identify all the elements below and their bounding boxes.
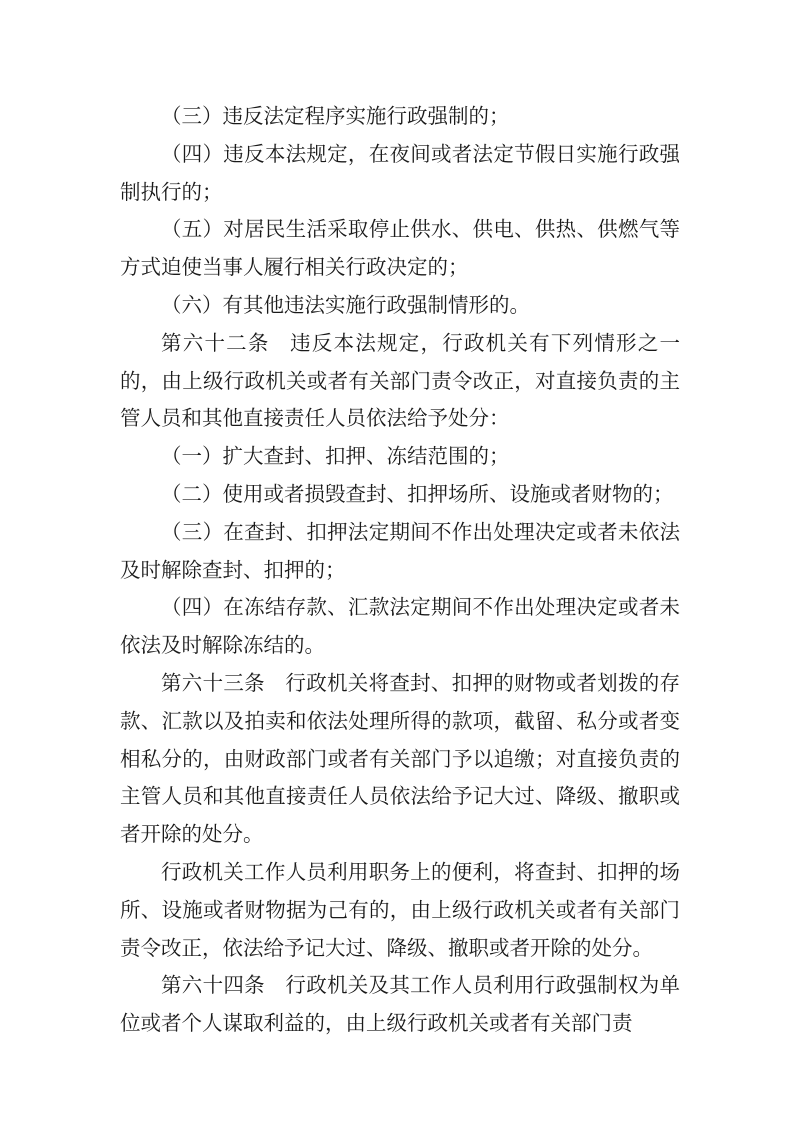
article-number: 第六十三条 xyxy=(161,670,265,695)
article-63-paragraph-2 xyxy=(120,854,680,967)
article-62 xyxy=(120,325,680,438)
article-text: 违反本法规定，行政机关有下列情形之一的，由上级行政机关或者有关部门责令改正，对直接负责的主管人员和其他直接责任人员依法给予处分： xyxy=(120,330,681,431)
paragraph-item-1 xyxy=(120,438,680,476)
paragraph-item-2 xyxy=(120,476,680,514)
paragraph-item-3 xyxy=(120,98,680,136)
article-63 xyxy=(120,665,680,854)
paragraph-text: （三）在查封、扣押法定期间不作出处理决定或者未依法及时解除查封、扣押的； xyxy=(120,519,680,582)
paragraph-text: （四）违反本法规定，在夜间或者法定节假日实施行政强制执行的； xyxy=(120,141,680,204)
paragraph-text: （六）有其他违法实施行政强制情形的。 xyxy=(161,292,530,317)
document-body xyxy=(120,98,680,1043)
paragraph-text: （三）违反法定程序实施行政强制的； xyxy=(161,104,510,128)
paragraph-text: （二）使用或者损毁查封、扣押场所、设施或者财物的； xyxy=(161,481,674,506)
article-text: 行政机关及其工作人员利用行政强制权为单位或者个人谋取利益的，由上级行政机关或者有关部门责 xyxy=(120,973,681,1036)
article-number: 第六十二条 xyxy=(161,330,270,355)
paragraph-item-5 xyxy=(120,211,680,287)
paragraph-item-4b xyxy=(120,589,680,665)
article-number: 第六十四条 xyxy=(161,973,265,998)
article-text: 行政机关将查封、扣押的财物或者划拨的存款、汇款以及拍卖和依法处理所得的款项，截留、私分或者变相私分的，由财政部门或者有关部门予以追缴；对直接负责的主管人员和其他直接责任人员依法给予记大过、降级、撤职或者开除的处分。 xyxy=(120,670,681,847)
paragraph-text: （四）在冻结存款、汇款法定期间不作出处理决定或者未依法及时解除冻结的。 xyxy=(120,595,680,658)
paragraph-text: 行政机关工作人员利用职务上的便利，将查封、扣押的场所、设施或者财物据为己有的，由上级行政机关或者有关部门责令改正，依法给予记大过、降级、撤职或者开除的处分。 xyxy=(120,859,680,960)
paragraph-item-4 xyxy=(120,136,680,212)
paragraph-item-6 xyxy=(120,287,680,325)
paragraph-text: （五）对居民生活采取停止供水、供电、供热、供燃气等方式迫使当事人履行相关行政决定的； xyxy=(120,217,680,280)
article-64 xyxy=(120,967,680,1043)
paragraph-text: （一）扩大查封、扣押、冻结范围的； xyxy=(161,444,510,469)
paragraph-item-3b xyxy=(120,514,680,590)
